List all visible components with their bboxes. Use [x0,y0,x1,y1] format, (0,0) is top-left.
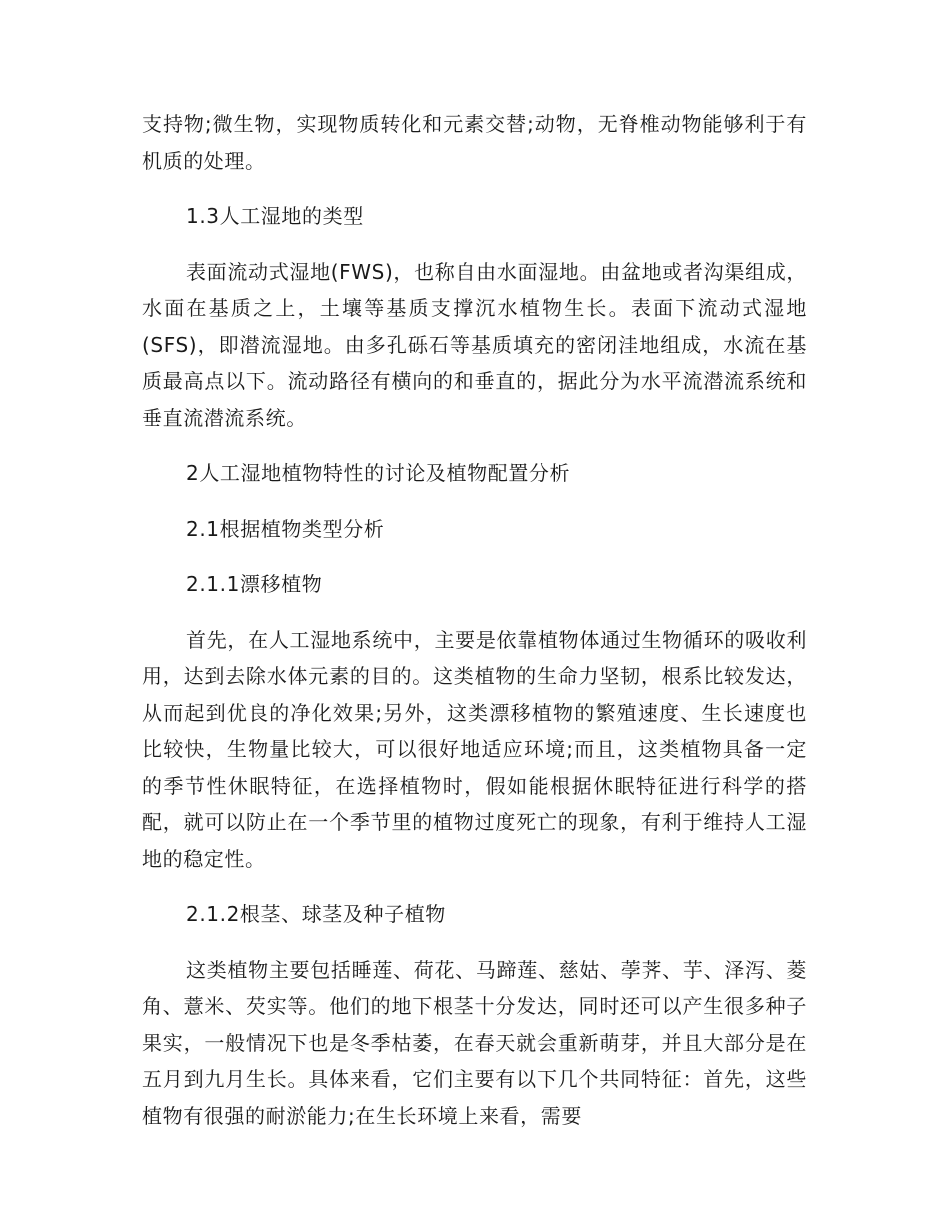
section-heading-1-3: 1.3人工湿地的类型 [186,204,364,228]
paragraph-wetland-types: 表面流动式湿地(FWS)，也称自由水面湿地。由盆地或者沟渠组成，水面在基质之上，土壤等基质支撑沉水植物生长。表面下流动式湿地(SFS)，即潜流湿地。由多孔砾石等基质填充的密闭洼地组成，水流在基质最高点以下。流动路径有横向的和垂直的，据此分为水平流潜流系统和垂直流潜流系统。 [142,259,807,430]
paragraph-rhizome-plants: 这类植物主要包括睡莲、荷花、马蹄莲、慈姑、荸荠、芋、泽泻、菱角、薏米、芡实等。他们的地下根茎十分发达，同时还可以产生很多种子果实，一般情况下也是冬季枯萎，在春天就会重新萌芽，并且大部分是在五月到九月生长。具体来看，它们主要有以下几个共同特征：首先，这些植物有很强的耐淤能力;在生长环境上来看，需要 [142,957,807,1128]
section-heading-2: 2人工湿地植物特性的讨论及植物配置分析 [186,461,571,485]
section-heading-2-1-2: 2.1.2根茎、球茎及种子植物 [186,902,446,926]
section-heading-2-1-1: 2.1.1漂移植物 [186,572,323,596]
paragraph-continued: 支持物;微生物，实现物质转化和元素交替;动物，无脊椎动物能够利于有机质的处理。 [142,112,807,173]
document-body [142,106,807,1153]
paragraph-floating-plants: 首先，在人工湿地系统中，主要是依靠植物体通过生物循环的吸收利用，达到去除水体元素的目的。这类植物的生命力坚韧，根系比较发达，从而起到优良的净化效果;另外，这类漂移植物的繁殖速度、生长速度也比较快，生物量比较大，可以很好地适应环境;而且，这类植物具备一定的季节性休眠特征，在选择植物时，假如能根据休眠特征进行科学的搭配，就可以防止在一个季节里的植物过度死亡的现象，有利于维持人工湿地的稳定性。 [142,627,807,871]
section-heading-2-1: 2.1根据植物类型分析 [186,516,385,541]
